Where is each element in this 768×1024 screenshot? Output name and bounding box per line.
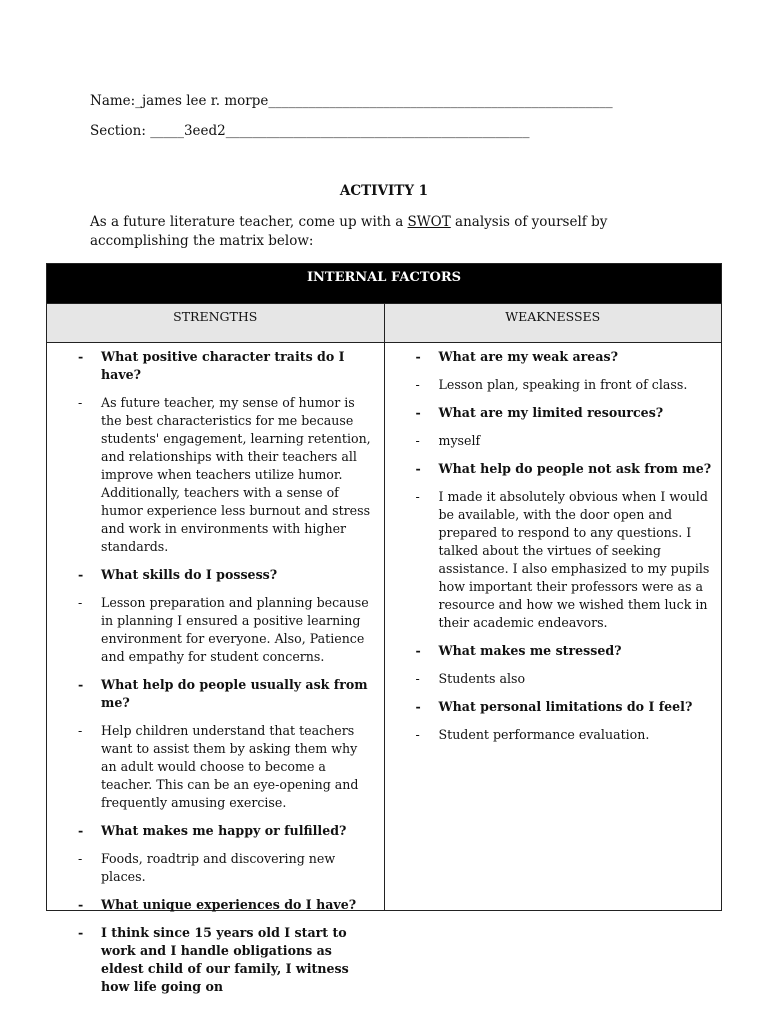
strength-answer	[47, 850, 384, 886]
weakness-answer	[385, 376, 722, 394]
bullet-dash: -	[78, 823, 84, 838]
strengths-list	[47, 343, 384, 996]
bullet-dash: -	[415, 349, 421, 364]
strength-answer	[47, 394, 384, 556]
section-line: Section: _____3eed2_____________________________________________	[90, 123, 530, 139]
weakness-question	[385, 698, 722, 716]
weaknesses-list	[385, 343, 722, 744]
weakness-answer	[385, 726, 722, 744]
instructions-text-start: As a future literature teacher, come up with a	[90, 214, 408, 230]
strength-question	[47, 676, 384, 712]
strength-answer	[47, 722, 384, 812]
instructions-text-end: analysis of yourself by accomplishing the matrix below:	[90, 214, 608, 249]
item-text: Foods, roadtrip and discovering new places.	[101, 851, 336, 884]
bullet-dash: -	[78, 395, 83, 410]
bullet-dash: -	[415, 489, 420, 504]
internal-factors-heading: INTERNAL FACTORS	[47, 264, 721, 303]
strength-question	[47, 348, 384, 384]
item-text: What are my weak areas?	[438, 349, 618, 364]
item-text: What positive character traits do I have?	[101, 349, 345, 382]
item-text: I think since 15 years old I start to work and I handle obligations as eldest child of our family, I witness how life going on	[101, 925, 349, 994]
bullet-dash: -	[78, 723, 83, 738]
bullet-dash: -	[415, 377, 420, 392]
bullet-dash: -	[78, 897, 84, 912]
strengths-header: STRENGTHS	[47, 304, 385, 342]
strength-question	[47, 924, 384, 996]
bullet-dash: -	[415, 643, 421, 658]
item-text: What makes me stressed?	[438, 643, 622, 658]
item-text: Students also	[438, 671, 526, 686]
item-text: Student performance evaluation.	[438, 727, 650, 742]
item-text: As future teacher, my sense of humor is the best characteristics for me because students' engagement, learning retention, and relationships with their teachers all improve when teachers utilize humor. Additionally, teachers with a sense of humor experience less burnout and stress and work in environments with higher standards.	[101, 395, 371, 554]
item-text: What unique experiences do I have?	[101, 897, 357, 912]
weaknesses-column	[385, 343, 722, 911]
weakness-question	[385, 348, 722, 366]
item-text: Help children understand that teachers want to assist them by asking them why an adult would choose to become a teacher. This can be an eye-opening and frequently amusing exercise.	[101, 723, 359, 810]
swot-term: SWOT	[407, 214, 451, 230]
bullet-dash: -	[415, 671, 420, 686]
bullet-dash: -	[415, 727, 420, 742]
strengths-column	[47, 343, 385, 994]
bullet-dash: -	[78, 851, 83, 866]
strength-answer	[47, 594, 384, 666]
item-text: What makes me happy or fulfilled?	[101, 823, 347, 838]
weaknesses-header: WEAKNESSES	[505, 309, 601, 324]
matrix-body	[47, 343, 721, 994]
weakness-question	[385, 460, 722, 478]
name-line: Name:_james lee r. morpe___________________________________________________	[90, 93, 613, 109]
item-text: myself	[438, 433, 481, 448]
column-headers	[47, 303, 721, 343]
weakness-question	[385, 642, 722, 660]
weakness-answer	[385, 488, 722, 632]
instructions	[90, 213, 690, 250]
item-text: I made it absolutely obvious when I would be available, with the door open and prepared to respond to any questions. I talked about the virtues of seeking assistance. I also emphasized to my pupils how important their professors were as a resource and how we wished them luck in their academic endeavors.	[438, 489, 710, 630]
activity-title: ACTIVITY 1	[339, 183, 429, 199]
item-text: What skills do I possess?	[101, 567, 278, 582]
item-text: What are my limited resources?	[438, 405, 664, 420]
bullet-dash: -	[415, 433, 420, 448]
item-text: Lesson preparation and planning because in planning I ensured a positive learning environment for everyone. Also, Patience and empathy for student concerns.	[101, 595, 369, 664]
weakness-question	[385, 404, 722, 422]
bullet-dash: -	[415, 461, 421, 476]
weakness-answer	[385, 432, 722, 450]
item-text: Lesson plan, speaking in front of class.	[438, 377, 688, 392]
item-text: What help do people usually ask from me?	[101, 677, 368, 710]
bullet-dash: -	[78, 595, 83, 610]
weakness-answer	[385, 670, 722, 688]
bullet-dash: -	[78, 567, 84, 582]
item-text: What help do people not ask from me?	[438, 461, 712, 476]
bullet-dash: -	[78, 677, 84, 692]
strength-question	[47, 566, 384, 584]
strength-question	[47, 896, 384, 914]
swot-matrix	[46, 263, 722, 994]
strength-question	[47, 822, 384, 840]
bullet-dash: -	[78, 925, 84, 940]
bullet-dash: -	[415, 405, 421, 420]
bullet-dash: -	[415, 699, 421, 714]
item-text: What personal limitations do I feel?	[438, 699, 693, 714]
bullet-dash: -	[78, 349, 84, 364]
